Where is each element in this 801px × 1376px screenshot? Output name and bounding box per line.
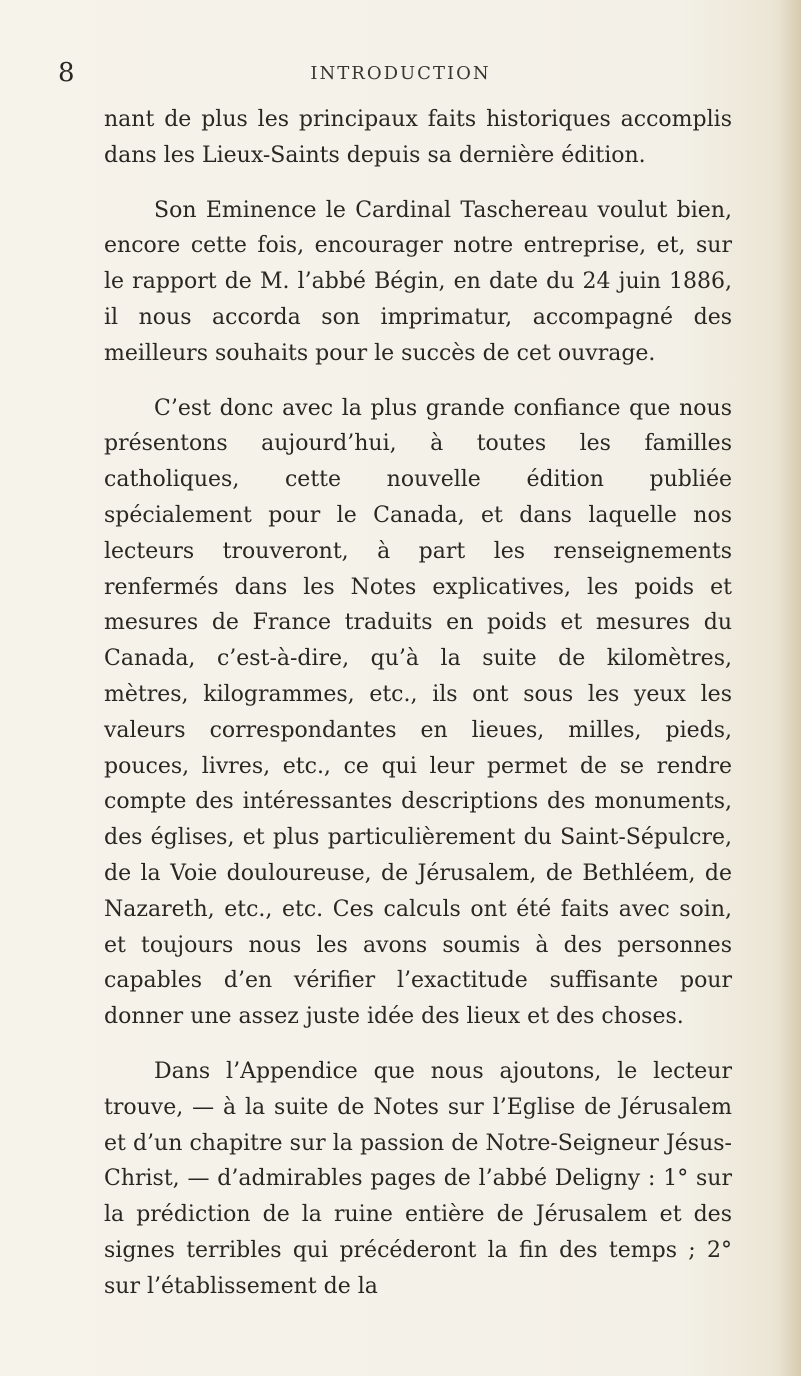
running-head: INTRODUCTION [310, 63, 491, 84]
paragraph-appendix: Dans l’Appendice que nous ajoutons, le lecteur trouve, — à la suite de Notes sur l’Eglise de Jérusalem et d’un chapitre sur la passion de Notre-Seigneur Jésus-Christ, — d’admirables pages de l’abbé Deligny : 1° sur la prédiction de la ruine entière de Jérusalem et des signes terribles qui précéderont la fin des temps ; 2° sur l’établissement de la [104, 1058, 732, 1299]
paragraph-edition: C’est donc avec la plus grande confiance que nous présentons aujourd’hui, à toutes les familles catholiques, cette nouvelle édition publiée spécialement pour le Canada, et dans laquelle nos lecteurs trouveront, à part les renseignements renfermés dans les Notes explicatives, les poids et mesures de France traduits en poids et mesures du Canada, c’est-à-dire, qu’à la suite de kilomètres, mètres, kilogrammes, etc., ils ont sous les yeux les valeurs correspondantes en lieues, milles, pieds, pouces, livres, etc., ce qui leur permet de se rendre compte des intéressantes descriptions des monuments, des églises, et plus particulièrement du Saint-Sépulcre, de la Voie douloureuse, de Jérusalem, de Bethléem, de Nazareth, etc., etc. Ces calculs ont été faits avec soin, et toujours nous les avons soumis à des personnes capables d’en vérifier l’exactitude suffisante pour donner une assez juste idée des lieux et des choses. [104, 395, 732, 1030]
paragraph-cardinal: Son Eminence le Cardinal Taschereau voulut bien, encore cette fois, encourager notre entreprise, et, sur le rapport de M. l’abbé Bégin, en date du 24 juin 1886, il nous accorda son imprimatur, accompagné des meilleurs souhaits pour le succès de cet ouvrage. [104, 197, 732, 366]
page-edge-shadow [779, 0, 801, 1376]
body-text [104, 102, 732, 1324]
page-header [0, 58, 801, 88]
paragraph-continuation: nant de plus les principaux faits historiques accomplis dans les Lieux-Saints depuis sa dernière édition. [104, 107, 732, 168]
page-number: 8 [58, 58, 75, 88]
